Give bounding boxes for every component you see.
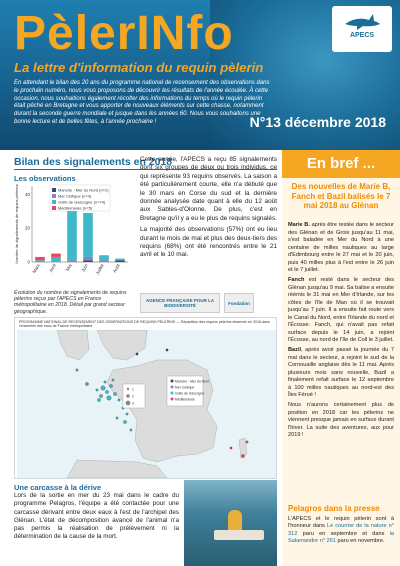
sidebar-paragraph-text: est resté dans le secteur des Glénan jusqu'au 9 mai. Sa balise a ensuite réémis le 31 mai en Mer d'Irlande, sur les côtes de l'île de Man où il se trouvait jusqu'au 7 juin. Il a ensuite fait route vers le Canal du Nord, entre l'Irlande du nord et l'Écosse. Fanch, qui n'avait pas refait surface depuis le 14 juin, a rejoint l'Écosse, au nord de l'île de Coll le 3 juillet.: [288, 277, 394, 343]
sighting-marker: [85, 382, 88, 385]
newsletter-title: PèlerINfo: [14, 7, 234, 60]
logo-label: APECS: [349, 32, 375, 39]
sighting-marker: [113, 392, 116, 395]
press-text-part: paru en septembre et dans: [297, 530, 390, 537]
sighting-marker: [96, 389, 98, 391]
press-text: [288, 516, 394, 546]
size-legend-item: 1: [132, 387, 134, 392]
chart-legend-swatch: [52, 200, 56, 204]
fondation-logo: Fondation: [224, 293, 254, 313]
sidebar-paragraph: [288, 277, 394, 345]
sighting-marker: [126, 413, 128, 415]
chart-legend-swatch: [52, 188, 56, 192]
shark-icon: [343, 10, 381, 32]
press-title: Pelagros dans la presse: [288, 504, 380, 513]
chart-ylabel: Nombre de signalements de requins pèlerins: [14, 184, 19, 264]
apecs-logo: [332, 6, 392, 52]
partner-logos: [140, 292, 277, 314]
chart-legend-item: Golfe de Gascogne (n=74): [58, 199, 106, 205]
carcass-title: Une carcasse à la dérive: [14, 483, 102, 492]
chart-xtick: Juillet: [94, 263, 105, 276]
sidebar-paragraph: [288, 347, 394, 400]
chart-ytick: 0: [27, 259, 30, 265]
sighting-marker: [116, 417, 118, 419]
boat-shape: [214, 530, 264, 540]
sighting-marker: [101, 386, 105, 390]
chart-xtick: Août: [111, 263, 121, 274]
map-legend-item: Manche - Mer du Nord: [175, 379, 209, 384]
sighting-marker: [112, 379, 114, 381]
sighting-marker: [246, 441, 248, 443]
sighting-marker: [104, 381, 106, 383]
chart-legend-item: Méditerranée (n=5): [58, 205, 93, 211]
chart-caption: Évolution du nombre de signalements de requins pèlerins reçus par l'APECS en France métropolitaine en 2018. Détail par grand secteur géographique.: [14, 290, 127, 315]
sidebar-paragraph-text: , après avoir passé la journée du 7 mai dans le secteur, a rejoint le sud de la Cornouaille anglaise dès le 11 mai. Après plusieurs mois sans nouvelle, Bazil a finalement refait surface le 12 septembre à 100 milles nautiques au nord-est des Îles Féroé !: [288, 347, 394, 398]
masthead: [0, 0, 400, 150]
chart-legend-item: Manche - Mer du Nord (n=2): [58, 187, 109, 193]
carcass-text: Lors de la sortie en mer du 23 mai dans le cadre du programme Pelagros, l'équipe a été contactée pour une carcasse dérivant entre deux eaux à l'est de l'archipel des Glénan. L'état de décomposition avancé de l'animal n'a pas permis la réalisation de prélèvement ni la détermination de la cause de la mort.: [14, 492, 179, 541]
press-link-salamandre[interactable]: la Salamandre n° 261: [288, 530, 394, 545]
map-legend-item: Golfe de Gascogne: [175, 391, 205, 396]
shark-name: Fanch: [288, 277, 305, 283]
diver-figure: [228, 510, 242, 532]
chart-bar: [51, 254, 61, 257]
sighting-marker: [130, 429, 132, 431]
chart-bar: [83, 213, 93, 257]
sidebar-paragraph-text: après être restée dans le secteur des Glénan et de Groix jusqu'au 11 mai, s'est baladée en Mer du Nord à une centaine de milles nautiques au large d'Edimbourg entre le 27 mai et le 20 juin, puis 40 milles plus à l'est entre le 26 juin et le 7 juillet.: [288, 222, 394, 273]
sighting-marker: [241, 454, 244, 457]
observations-title: Les observations: [14, 174, 76, 183]
chart-bar: [35, 260, 45, 262]
section-title: Bilan des signalements en 2018: [14, 156, 173, 168]
map-legend-item: Méditerranée: [175, 397, 195, 402]
chart-xtick: Mai: [64, 263, 73, 272]
newsletter-subtitle: La lettre d'information du requin pèlerin: [14, 60, 264, 75]
chart-bar: [115, 260, 125, 262]
carcass-photo: [184, 480, 277, 566]
sighting-marker: [123, 420, 126, 423]
chart-bar: [83, 257, 93, 260]
sighting-marker: [136, 353, 138, 355]
chart-ytick: 20: [24, 225, 30, 231]
sighting-marker: [166, 349, 168, 351]
chart-ytick: 40: [24, 191, 30, 197]
chart-legend-swatch: [52, 194, 56, 198]
chart-bar: [51, 257, 61, 262]
sightings-map: [14, 317, 277, 479]
summary-paragraph: Cette année, l'APECS a reçu 85 signalements dont six groupes de deux ou trois individus, ce qui représente 93 requins observés. La saison a été particulièrement courte, elle n'a débuté que le 30 mars en Corse du sud et la dernière donnée analysée date quant à elle du 12 août aux Sables-d'Olonne. De plus, c'est en Bretagne qu'il y a eu le plus de requins signalés.: [140, 156, 277, 222]
chart-bar: [115, 259, 125, 261]
chart-xtick: Juin: [80, 263, 89, 273]
map-heading: PROGRAMME NATIONAL DE RECENSEMENT DES OBSERVATIONS DE REQUINS PÈLERINS — Répartition des requins pèlerins observés en 2018 dans l'ensemble des eaux de France métropolitaine: [19, 320, 270, 329]
issue-label: N°13 décembre 2018: [249, 114, 386, 130]
shark-name: Marie B.: [288, 222, 310, 228]
chart-bar: [99, 260, 109, 262]
shark-name: Bazil: [288, 347, 302, 353]
sighting-marker: [99, 394, 102, 397]
sidebar-paragraph-text: Nous n'aurons certainement plus de position en 2018 car les pèlerins ne viennent presque jamais en surface durant l'hiver. La suite des aventures, aux pour 2019 !: [288, 402, 394, 438]
sidebar-text: [288, 222, 394, 442]
size-legend-item: 3: [132, 401, 134, 406]
chart-bar: [99, 255, 109, 260]
map-legend: [167, 376, 209, 406]
sighting-marker: [230, 447, 232, 449]
map-canvas: [17, 330, 276, 478]
sidebar-title: En bref ...: [282, 150, 400, 178]
press-link-courrier[interactable]: Le courrier de la nature n° 312: [288, 523, 394, 537]
press-text-part: paru en novembre.: [335, 538, 385, 545]
map-size-legend: [123, 384, 145, 408]
sighting-marker: [107, 396, 111, 400]
sidebar-paragraph: [288, 222, 394, 275]
press-text-part: L'APECS et le requin pèlerin sont à l'honneur dans: [288, 516, 394, 530]
intro-text: En attendant le bilan des 20 ans du programme national de recensement des observations dans le prochain numéro, nous vous proposons de découvrir les résultats de l'année écoulée. À cette occasion, nous souhaitions également récolter des informations du temps où le requin pèlerin était pêché en Bretagne et vous apporter de nouveaux éléments sur cette chasse, notamment durant la seconde guerre mondiale et jusque dans les années 60. Nous vous souhaitons une bonne lecture et de belles fêtes, à l'année prochaine !: [14, 80, 270, 125]
sighting-marker: [109, 384, 112, 387]
chart-legend-swatch: [52, 206, 56, 210]
sidebar-paragraph: [288, 402, 394, 440]
sighting-marker: [118, 399, 120, 401]
chart-bar: [67, 260, 77, 262]
sighting-marker: [76, 369, 78, 371]
chart-bar: [83, 260, 93, 262]
chart-legend-item: Mer Celtique (n=4): [58, 193, 92, 199]
afb-logo: AGENCE FRANÇAISE POUR LA BIODIVERSITÉ: [140, 293, 220, 313]
sighting-marker: [105, 390, 108, 393]
size-legend-item: 2: [132, 394, 134, 399]
sighting-marker: [97, 398, 100, 401]
map-legend-item: Mer Celtique: [175, 385, 195, 390]
summary-paragraph: La majorité des observations (57%) ont eu lieu durant le mois de mai et plus des deux-tiers des requins (68%) ont été rencontrés entre le 21 avril et le 10 mai.: [140, 226, 277, 259]
chart-xtick: Avril: [48, 263, 57, 274]
summary-text: [140, 156, 277, 263]
sidebar-subtitle: Des nouvelles de Marie B, Fanch et Bazil balisés le 7 mai 2018 au Glénan: [291, 182, 391, 211]
chart-bar: [35, 257, 45, 260]
sightings-bar-chart: [14, 182, 132, 288]
chart-xtick: Mars: [31, 263, 41, 275]
